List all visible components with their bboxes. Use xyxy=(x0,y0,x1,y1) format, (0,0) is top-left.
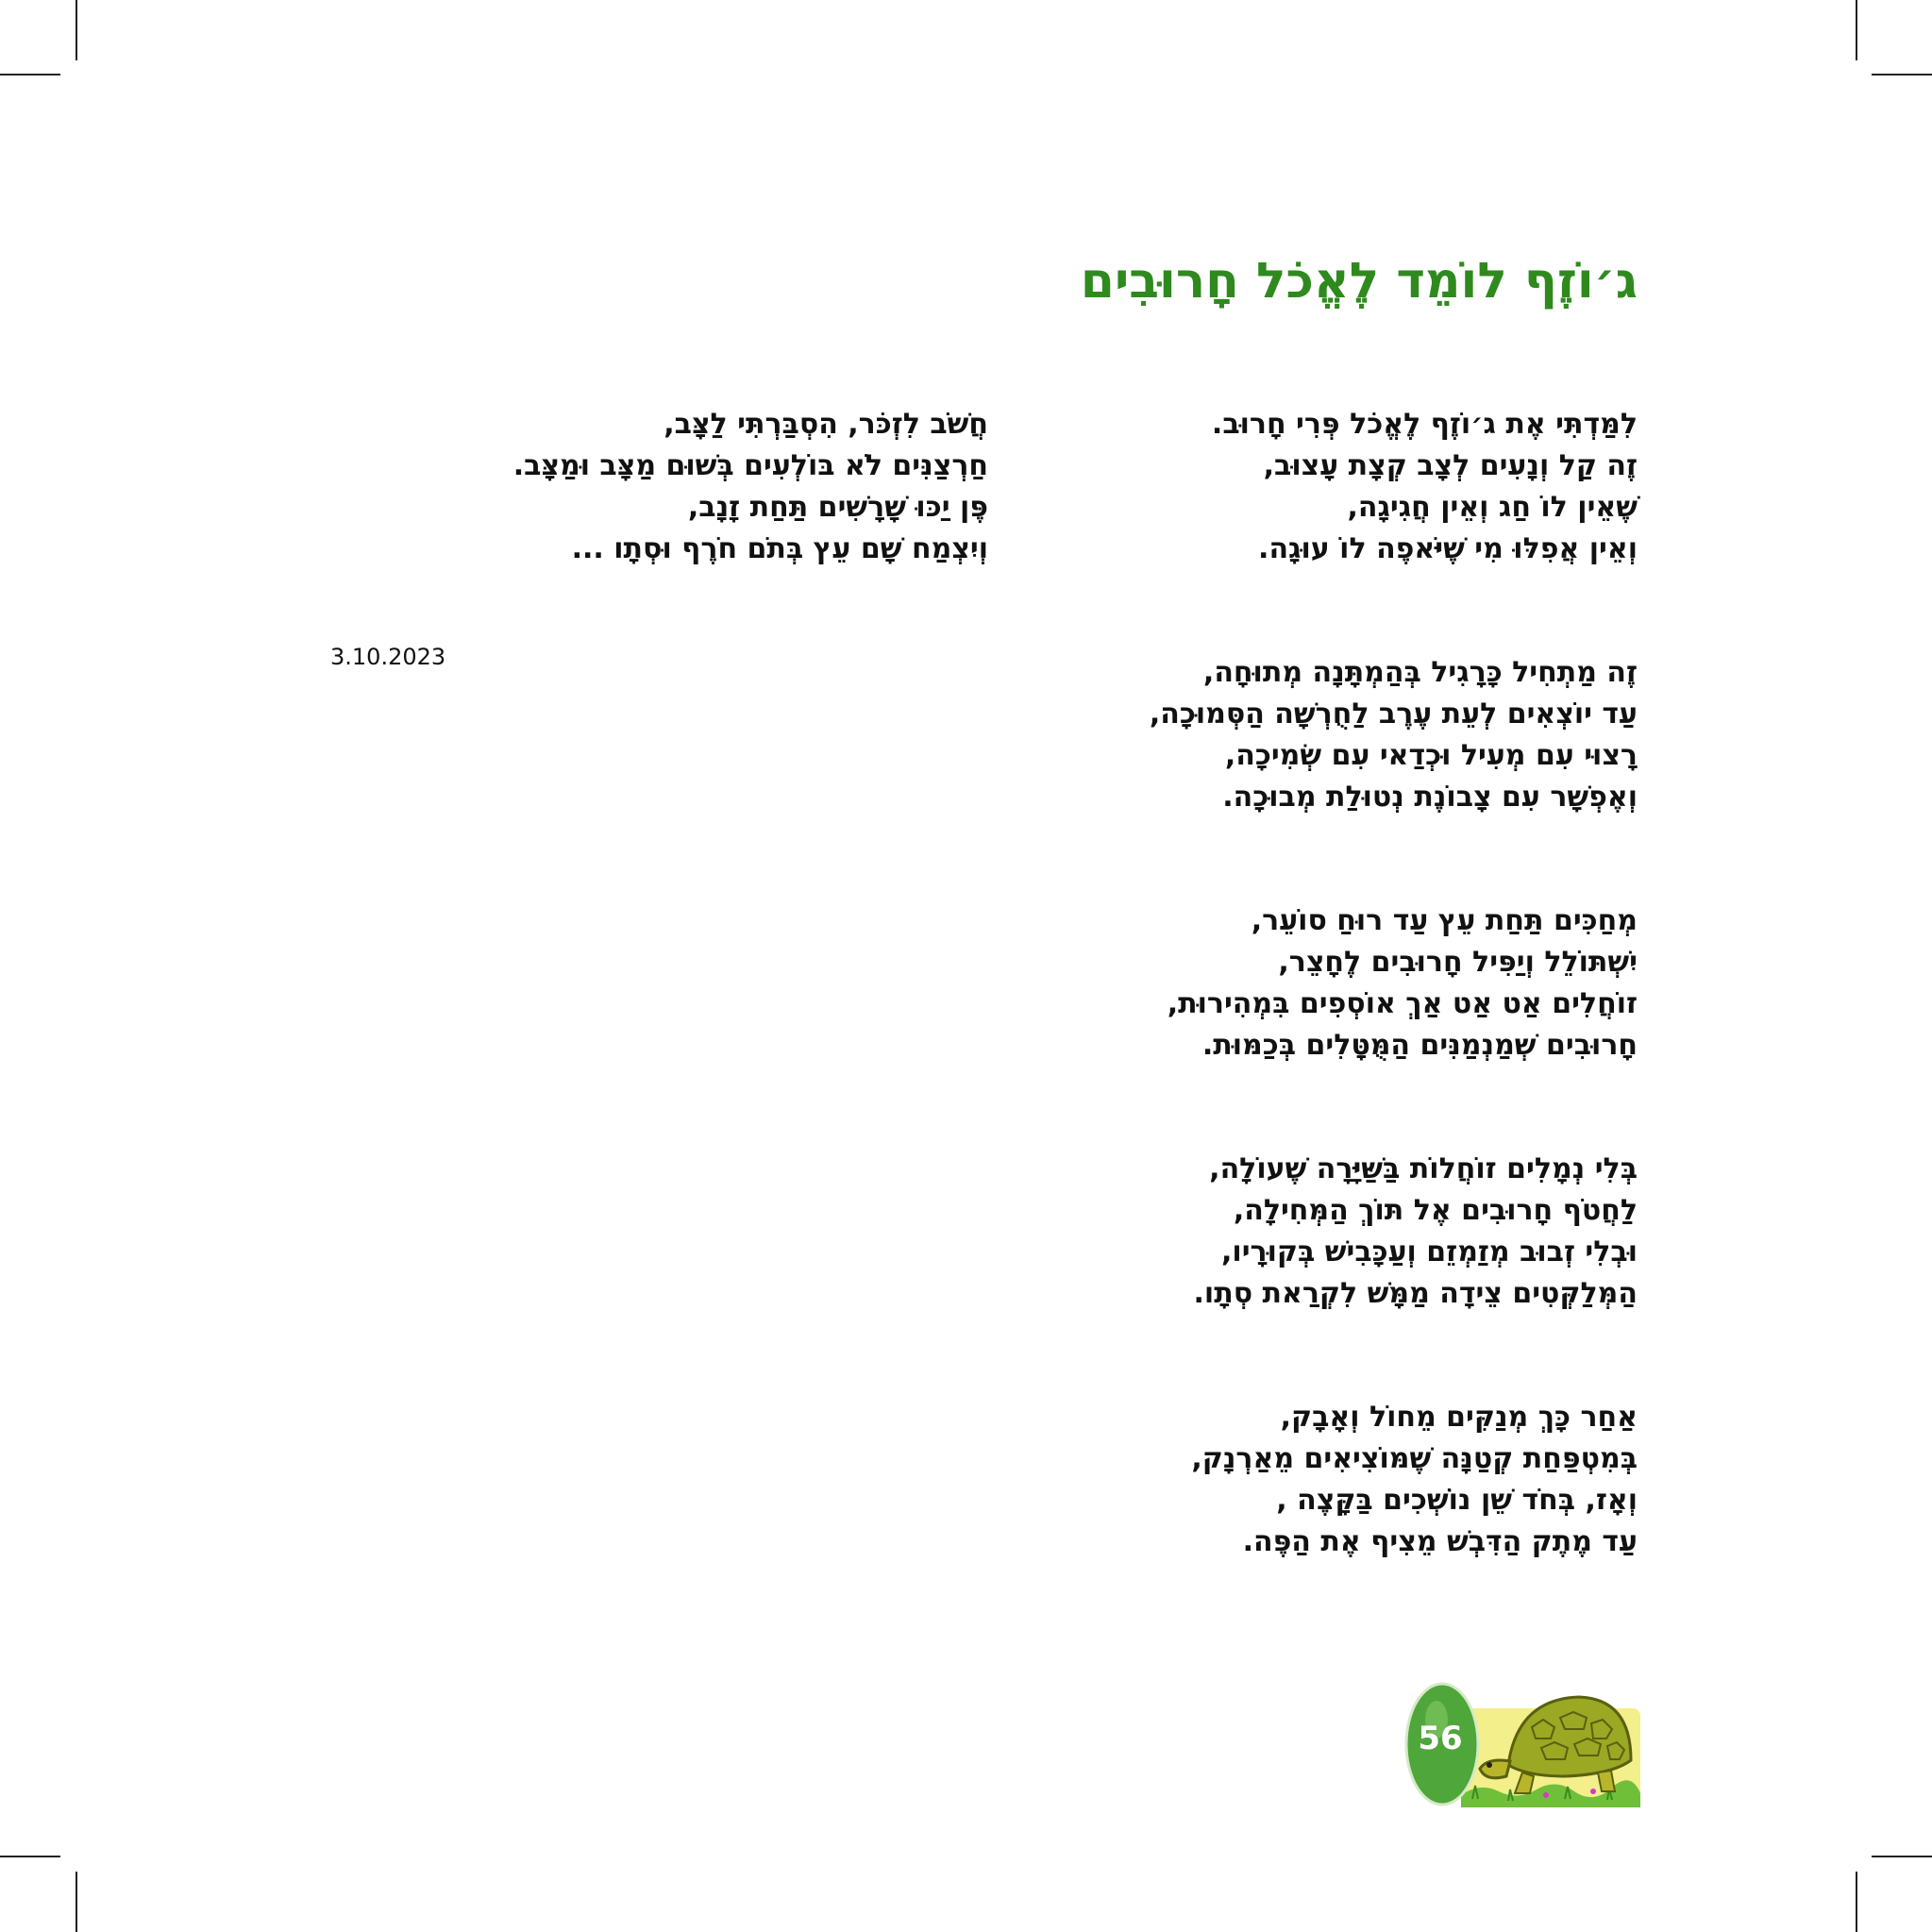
poem-title: ג׳וֹזֶף לוֹמֵד לֶאֱכֹל חָרוּבִים xyxy=(1080,253,1638,310)
crop-mark-bottom-left-horizontal xyxy=(0,1856,60,1857)
poem-line: מְחַכִּים תַּחַת עֵץ עַד רוּחַ סוֹעֵר, xyxy=(1251,904,1638,937)
poem-line: רָצוּי עִם מְעִיל וּכְדַאי עִם שְׂמִיכָה, xyxy=(1224,739,1638,772)
crop-mark-bottom-left-vertical xyxy=(76,1872,77,1932)
poem-line: לַחֲטֹף חָרוּבִים אֶל תּוֹךְ הַמְּחִילָה, xyxy=(1233,1194,1638,1227)
stanza xyxy=(1052,1397,1638,1563)
poem-line: עַד יוֹצְאִים לְעֵת עֶרֶב לַחֻרְשָׁה הַסְּמוּכָה, xyxy=(1149,697,1638,731)
poem-line: יִשְׁתּוֹלֵל וְיַפִּיל חָרוּבִים לֶחָצֵר, xyxy=(1278,946,1638,979)
poem-line: אַחַר כָּךְ מְנַקִּים מֵחוֹל וְאָבָק, xyxy=(1280,1401,1638,1434)
poem-line: חַרְצַנִּים לֹא בּוֹלְעִים בְּשׁוּם מַצָּב וּמַצָּב. xyxy=(512,449,988,482)
poem-line: הַמְּלַקְּטִים צֵידָה מַמָּשׁ לִקְרַאת סְתָו. xyxy=(1193,1277,1638,1310)
page-number: 56 xyxy=(1418,1720,1463,1757)
poem-line: זוֹחֲלִים אַט אַט אַךְ אוֹסְפִים בִּמְהִירוּת, xyxy=(1167,987,1638,1020)
poem-line: בְּמִטְפַּחַת קְטַנָּה שֶׁמּוֹצִיאִים מֵאַרְנָק, xyxy=(1191,1442,1638,1475)
stanza xyxy=(1052,1149,1638,1315)
crop-mark-bottom-right-horizontal xyxy=(1872,1856,1932,1857)
crop-mark-top-left-vertical xyxy=(76,0,77,60)
stanza xyxy=(1052,900,1638,1067)
poem-line: זֶה קַל וְנָעִים לְצָב קְצָת עָצוּב, xyxy=(1263,449,1638,482)
stanza xyxy=(1052,404,1638,570)
poem-line: זֶה מַתְחִיל כָּרָגִיל בְּהַמְתָּנָה מְתוּחָה, xyxy=(1202,656,1638,689)
crop-mark-top-left-horizontal xyxy=(0,74,60,76)
poem-line: שֶׁאֵין לוֹ חַג וְאֵין חֲגִיגָה, xyxy=(1347,491,1638,524)
stanza xyxy=(1052,652,1638,818)
poem-line: וּבְלִי זְבוּב מְזַמְזֵם וְעַכָּבִישׁ בְּקוּרָיו, xyxy=(1221,1235,1638,1268)
crop-mark-top-right-horizontal xyxy=(1872,74,1932,76)
poem-line: חֲשֹׁב לִזְכֹּר, הִסְבַּרְתִּי לַצָּב, xyxy=(664,408,988,441)
poem-left-column xyxy=(497,404,988,652)
poem-line: חָרוּבִים שְׁמַנְמַנִּים הַמֻּטָּלִים בְּכַמּוּת. xyxy=(1201,1029,1638,1062)
poem-line: וְאֵין אֲפִלּוּ מִי שֶׁיֹּאפֶה לוֹ עוּגָה. xyxy=(1258,532,1638,565)
poem-line: עַד מֶתֶק הַדִּבְשׁ מֵצִיף אֶת הַפֶּה. xyxy=(1242,1525,1638,1558)
poem-date: 3.10.2023 xyxy=(330,644,446,670)
poem-line: וְיִצְמַח שָׁם עֵץ בְּתֹם חֹרֶף וּסְתָו ... xyxy=(571,532,988,565)
poem-right-column xyxy=(1052,404,1638,1645)
crop-mark-top-right-vertical xyxy=(1856,0,1857,60)
stanza xyxy=(497,404,988,570)
poem-line: וְאֶפְשָׁר עִם צָבוֹנֶת נְטוּלַת מְבוּכָה. xyxy=(1222,781,1638,814)
poem-line: בְּלִי נְמָלִים זוֹחֲלוֹת בַּשַּׁיָּרָה שֶׁעוֹלָה, xyxy=(1209,1152,1638,1185)
poem-line: פֶּן יַכּוּ שָׁרָשִׁים תַּחַת זָנָב, xyxy=(687,491,988,524)
poem-line: וְאָז, בְּחֹד שֵׁן נוֹשְׁכִים בַּקָּצֶה , xyxy=(1276,1484,1638,1517)
crop-mark-bottom-right-vertical xyxy=(1856,1872,1857,1932)
poem-line: לִמַּדְתִּי אֶת ג׳וֹזֶף לֶאֱכֹל פְּרִי חָרוּב. xyxy=(1211,408,1638,441)
